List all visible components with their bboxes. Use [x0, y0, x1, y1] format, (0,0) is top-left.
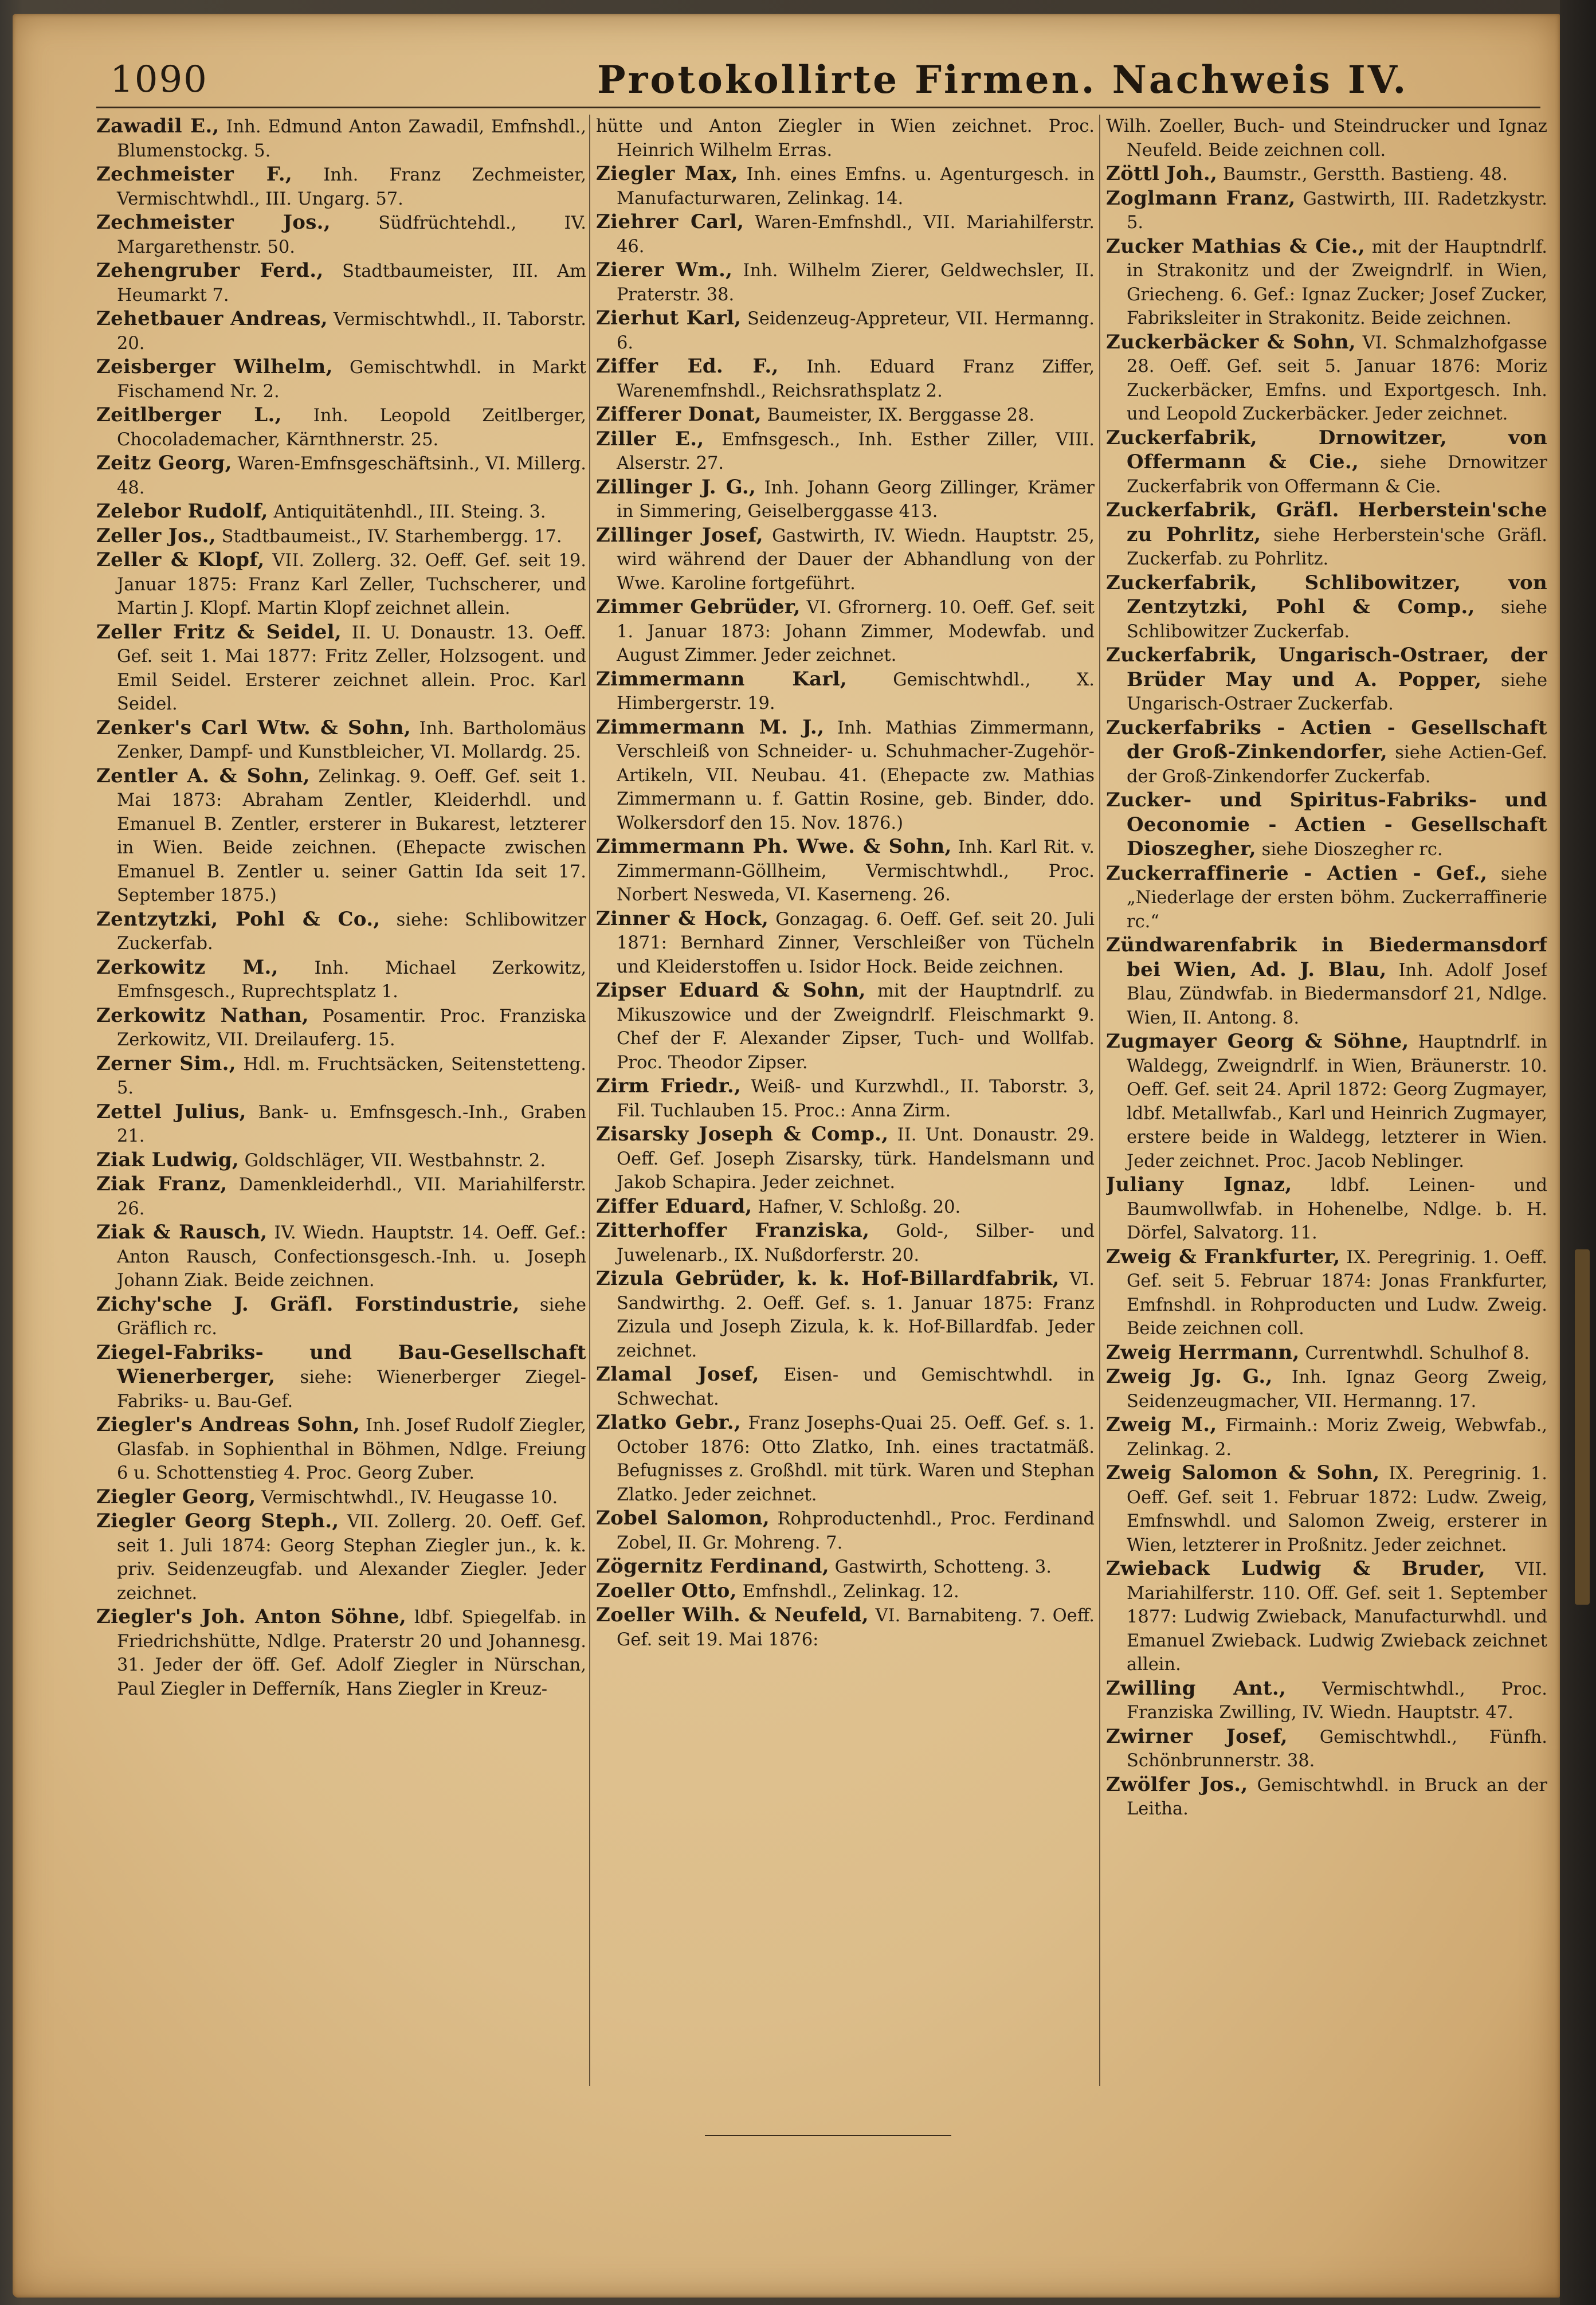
directory-entry	[1106, 1677, 1547, 1725]
entry-details: Stadtbaumeist., IV. Starhembergg. 17.	[221, 526, 562, 547]
entry-firm-name: Zucker Mathias & Cie.,	[1106, 234, 1365, 258]
entry-details: Gastwirth, Schotteng. 3.	[834, 1557, 1052, 1577]
entry-firm-name: Zlatko Gebr.,	[596, 1411, 742, 1434]
directory-entry	[96, 1100, 586, 1148]
entry-firm-name: Zobel Salomon,	[596, 1507, 770, 1530]
entry-details: Stadtbaumeister, III. Am Heumarkt 7.	[117, 261, 586, 305]
directory-entry	[96, 355, 586, 403]
entry-firm-name: Zipser Eduard & Sohn,	[596, 979, 866, 1002]
entry-firm-name: Zweig Jg. G.,	[1106, 1365, 1273, 1388]
directory-entry	[96, 908, 586, 956]
entry-details: Damenkleiderhdl., VII. Mariahilferstr. 26.	[117, 1175, 586, 1219]
entry-firm-name: Ziehrer Carl,	[596, 210, 744, 233]
entry-firm-name: Zimmermann M. J.,	[596, 715, 825, 739]
entry-firm-name: Zeller Fritz & Seidel,	[96, 620, 342, 644]
entry-firm-name: Zierer Wm.,	[596, 258, 733, 281]
directory-entry	[96, 1605, 586, 1701]
entry-firm-name: Zugmayer Georg & Söhne,	[1106, 1030, 1409, 1053]
entry-firm-name: Zierhut Karl,	[596, 307, 742, 330]
directory-entry	[596, 1267, 1095, 1363]
directory-entry	[96, 1148, 586, 1173]
entry-firm-name: Zisarsky Joseph & Comp.,	[596, 1123, 889, 1146]
entry-details: Seidenzeug-Appreteur, VII. Hermanng. 6.	[617, 309, 1095, 353]
directory-entry	[1106, 789, 1547, 862]
directory-entry	[596, 162, 1095, 210]
entry-firm-name: Zehetbauer Andreas,	[96, 307, 328, 330]
directory-entry	[596, 668, 1095, 716]
header-rule	[96, 107, 1540, 108]
entry-firm-name: Ziegler's Andreas Sohn,	[96, 1413, 360, 1436]
entry-details: Vermischtwhdl., II. Taborstr. 20.	[117, 309, 586, 354]
directory-entry	[96, 1293, 586, 1341]
column-2	[596, 115, 1095, 2080]
binding-tab	[1575, 1249, 1590, 1605]
directory-entry	[96, 548, 586, 621]
entry-firm-name: Zeller & Klopf,	[96, 548, 265, 571]
entry-details: Inh. Josef Rudolf Ziegler, Glasfab. in Sophienthal in Böhmen, Ndlge. Freiung 6 u. Schottenstieg 4. Proc. Georg Zuber.	[117, 1416, 586, 1483]
directory-entry	[596, 1195, 1095, 1220]
entry-details: IX. Peregrinig. 1. Oeff. Gef. seit 1. Februar 1872: Ludw. Zweig, Emfnswhdl. und Salomon Zweig, ersterer in Wien, letzterer in Proßnitz. Jeder zeichnet.	[1127, 1464, 1547, 1555]
entry-firm-name: Zelebor Rudolf,	[96, 500, 268, 523]
entry-details: Inh. Ignaz Georg Zweig, Seidenzeugmacher, VII. Hermanng. 17.	[1127, 1367, 1547, 1412]
directory-entry	[1106, 1030, 1547, 1173]
entry-firm-name: Zwirner Josef,	[1106, 1724, 1288, 1748]
directory-entry	[1106, 1365, 1547, 1413]
entry-firm-name: Ziegler's Joh. Anton Söhne,	[96, 1605, 406, 1628]
entry-details: Goldschläger, VII. Westbahnstr. 2.	[244, 1150, 546, 1171]
entry-firm-name: Zeitlberger L.,	[96, 403, 282, 426]
entry-details: siehe Drnowitzer Zuckerfabrik von Offermann & Cie.	[1127, 453, 1547, 497]
entry-details: siehe Actien-Gef. der Groß-Zinkendorfer Zuckerfab.	[1127, 743, 1547, 787]
entry-details: Inh. Johann Georg Zillinger, Krämer in Simmering, Geiselberggasse 413.	[617, 477, 1095, 522]
directory-entry	[596, 115, 1095, 162]
directory-entry	[596, 1411, 1095, 1507]
entry-details: Gemischtwhdl., X. Himbergerstr. 19.	[617, 669, 1095, 714]
directory-entry	[96, 452, 586, 500]
entry-details: Gold-, Silber- und Juwelenarb., IX. Nußdorferstr. 20.	[617, 1221, 1095, 1265]
directory-entry	[1106, 1725, 1547, 1773]
directory-entry	[596, 1123, 1095, 1195]
directory-entry	[596, 835, 1095, 907]
entry-details: Posamentir. Proc. Franziska Zerkowitz, VII. Dreilauferg. 15.	[117, 1006, 586, 1050]
entry-details: Inh. Mathias Zimmermann, Verschleiß von Schneider- u. Schuhmacher-Zugehör-Artikeln, VII. Neubau. 41. (Ehepacte zw. Mathias Zimmermann u. f. Gattin Rosine, geb. Binder, ddo. Wolkersdorf den 15. Nov. 1876.)	[617, 718, 1095, 833]
entry-firm-name: Zuckerbäcker & Sohn,	[1106, 330, 1356, 354]
directory-entry	[1106, 331, 1547, 426]
directory-entry	[96, 765, 586, 908]
entry-firm-name: Zweig & Frankfurter,	[1106, 1245, 1340, 1268]
entry-details: Gastwirth, III. Radetzkystr. 5.	[1127, 189, 1547, 233]
entry-firm-name: Zenker's Carl Wtw. & Sohn,	[96, 716, 411, 739]
entry-firm-name: Ziegler Max,	[596, 162, 738, 185]
entry-firm-name: Zuckerraffinerie - Actien - Gef.,	[1106, 861, 1488, 885]
entry-firm-name: Zuckerfabriks - Actien - Gesellschaft der Groß-Zinkendorfer,	[1106, 716, 1547, 763]
directory-entry	[596, 979, 1095, 1075]
directory-entry	[596, 210, 1095, 258]
directory-entry	[596, 258, 1095, 307]
directory-entry	[96, 621, 586, 716]
entry-details: Inh. Bartholomäus Zenker, Dampf- und Kunstbleicher, VI. Mollardg. 25.	[117, 718, 586, 762]
directory-entry	[1106, 162, 1547, 187]
entry-firm-name: Zweig Salomon & Sohn,	[1106, 1461, 1380, 1484]
entry-firm-name: Zifferer Donat,	[596, 403, 762, 426]
entry-details: siehe Ungarisch-Ostraer Zuckerfab.	[1127, 670, 1547, 714]
entry-firm-name: Zuckerfabrik, Ungarisch-Ostraer, der Brüder May und A. Popper,	[1106, 644, 1547, 691]
entry-firm-name: Zentzytzki, Pohl & Co.,	[96, 907, 381, 931]
directory-entry	[596, 355, 1095, 403]
entry-firm-name: Zlamal Josef,	[596, 1363, 759, 1386]
entry-details: Bank- u. Emfnsgesch.-Inh., Graben 21.	[117, 1102, 586, 1146]
directory-entry	[1106, 1773, 1547, 1821]
entry-firm-name: Juliany Ignaz,	[1106, 1173, 1292, 1196]
entry-firm-name: Ziak Franz,	[96, 1173, 228, 1195]
entry-firm-name: Zitterhoffer Franziska,	[596, 1219, 870, 1242]
entry-details: siehe: Wienerberger Ziegel-Fabriks- u. Bau-Gef.	[117, 1367, 586, 1412]
directory-entry	[596, 1555, 1095, 1579]
directory-entry	[96, 1052, 586, 1100]
directory-entry	[96, 716, 586, 765]
column-divider	[1099, 115, 1100, 2086]
entry-details: siehe Dioszegher rc.	[1261, 840, 1443, 860]
entry-firm-name: Zuckerfabrik, Schlibowitzer, von Zentzytzki, Pohl & Comp.,	[1106, 571, 1547, 618]
entry-details: Inh. Wilhelm Zierer, Geldwechsler, II. Praterstr. 38.	[617, 261, 1095, 305]
entry-firm-name: Zeisberger Wilhelm,	[96, 355, 333, 378]
directory-entry	[596, 1075, 1095, 1123]
entry-details: Waren-Emfnsgeschäftsinh., VI. Millerg. 48.	[117, 454, 586, 498]
entry-details: Gemischtwhdl. in Markt Fischamend Nr. 2.	[117, 358, 586, 402]
entry-firm-name: Zirm Friedr.,	[596, 1075, 742, 1097]
entry-details: Wilh. Zoeller, Buch- und Steindrucker und Ignaz Neufeld. Beide zeichnen coll.	[1106, 116, 1547, 160]
entry-details: IX. Peregrinig. 1. Oeff. Gef. seit 5. Februar 1874: Jonas Frankfurter, Emfnshdl. in Rohproducten und Ludw. Zweig. Beide zeichnen coll.	[1127, 1247, 1547, 1339]
entry-details: Inh. Leopold Zeitlberger, Chocolademacher, Kärnthnerstr. 25.	[117, 406, 586, 450]
entry-firm-name: Zimmer Gebrüder,	[596, 595, 801, 618]
directory-entry	[1106, 862, 1547, 934]
directory-entry	[96, 307, 586, 355]
entry-details: Gemischtwhdl., Fünfh. Schönbrunnerstr. 38.	[1127, 1727, 1547, 1771]
entry-details: II. U. Donaustr. 13. Oeff. Gef. seit 1. Mai 1877: Fritz Zeller, Holzsogent. und Emil Seidel. Ersterer zeichnet allein. Proc. Karl Seidel.	[117, 622, 586, 714]
entry-details: Emfnsgesch., Inh. Esther Ziller, VIII. Alserstr. 27.	[617, 429, 1095, 473]
directory-entry	[1106, 934, 1547, 1030]
entry-details: Hauptndrlf. in Waldegg, Zweigndrlf. in Wien, Bräunerstr. 10. Oeff. Gef. seit 24. April 1872: Georg Zugmayer, ldbf. Metallwfab., Karl und Heinrich Zugmayer, erstere beide in Waldegg, letzterer in Wien. Jeder zeichnet. Proc. Jacob Neblinger.	[1127, 1032, 1547, 1171]
entry-firm-name: Zichy'sche J. Gräfl. Forstindustrie,	[96, 1292, 520, 1316]
directory-entry	[96, 1413, 586, 1485]
entry-firm-name: Zeitz Georg,	[96, 452, 232, 475]
entry-firm-name: Zwieback Ludwig & Bruder,	[1106, 1557, 1486, 1580]
entry-firm-name: Zerkowitz M.,	[96, 955, 279, 979]
entry-details: siehe Schlibowitzer Zuckerfab.	[1127, 598, 1547, 642]
directory-entry	[596, 907, 1095, 979]
directory-entry	[96, 211, 586, 259]
entry-firm-name: Zechmeister Jos.,	[96, 211, 331, 234]
entry-firm-name: Ziak Ludwig,	[96, 1148, 239, 1171]
entry-details: Gastwirth, IV. Wiedn. Hauptstr. 25, wird während der Dauer der Abhandlung von der Wwe. Karoline fortgeführt.	[617, 526, 1095, 594]
entry-details: Firmainh.: Moriz Zweig, Webwfab., Zelinkag. 2.	[1127, 1416, 1547, 1460]
directory-entry	[1106, 187, 1547, 235]
directory-entry	[96, 1004, 586, 1052]
entry-details: Rohproductenhdl., Proc. Ferdinand Zobel, II. Gr. Mohreng. 7.	[617, 1509, 1095, 1553]
entry-details: ldbf. Spiegelfab. in Friedrichshütte, Ndlge. Praterstr 20 und Johannesg. 31. Jeder der öff. Gef. Adolf Ziegler in Nürschan, Paul Ziegler in Defferník, Hans Ziegler in Kreuz-	[117, 1608, 586, 1699]
directory-entry	[1106, 426, 1547, 499]
entry-details: Inh. Edmund Anton Zawadil, Emfnshdl., Blumenstockg. 5.	[117, 117, 586, 161]
entry-firm-name: Zechmeister F.,	[96, 163, 293, 186]
entry-firm-name: Ziegel-Fabriks- und Bau-Gesellschaft Wienerberger,	[96, 1340, 586, 1388]
directory-entry	[1106, 499, 1547, 571]
directory-entry	[596, 1579, 1095, 1604]
directory-entry	[1106, 1413, 1547, 1461]
entry-details: Inh. Karl Rit. v. Zimmermann-Göllheim, Vermischtwhdl., Proc. Norbert Nesweda, VI. Kaserneng. 26.	[617, 837, 1095, 905]
entry-details: Inh. Michael Zerkowitz, Emfnsgesch., Ruprechtsplatz 1.	[117, 958, 586, 1002]
book-binding-edge	[1560, 0, 1596, 2305]
directory-entry	[96, 163, 586, 211]
directory-entry	[1106, 571, 1547, 644]
entry-firm-name: Zillinger J. G.,	[596, 475, 756, 499]
entry-details: IV. Wiedn. Hauptstr. 14. Oeff. Gef.: Anton Rausch, Confectionsgesch.-Inh. u. Joseph Johann Ziak. Beide zeichnen.	[117, 1223, 586, 1291]
entry-firm-name: Zimmermann Ph. Wwe. & Sohn,	[596, 835, 952, 858]
entry-firm-name: Zentler A. & Sohn,	[96, 764, 310, 787]
directory-entry	[96, 1341, 586, 1414]
directory-entry	[1106, 1341, 1547, 1366]
directory-entry	[96, 500, 586, 524]
directory-entry	[96, 115, 586, 163]
directory-entry	[1106, 115, 1547, 162]
entry-firm-name: Zuckerfabrik, Drnowitzer, von Offermann & Cie.,	[1106, 426, 1547, 473]
page-title: Protokollirte Firmen. Nachweis IV.	[597, 57, 1409, 102]
entry-details: siehe Gräflich rc.	[117, 1295, 586, 1339]
entry-firm-name: Zögernitz Ferdinand,	[596, 1555, 829, 1578]
entry-details: Baumeister, IX. Berggasse 28.	[767, 405, 1035, 425]
entry-firm-name: Zettel Julius,	[96, 1100, 246, 1123]
entry-firm-name: Zöttl Joh.,	[1106, 162, 1218, 185]
directory-entry	[96, 1485, 586, 1510]
entry-details: Waren-Emfnshdl., VII. Mariahilferstr. 46.	[617, 213, 1095, 257]
entry-details: Weiß- und Kurzwhdl., II. Taborstr. 3, Fil. Tuchlauben 15. Proc.: Anna Zirm.	[617, 1077, 1095, 1121]
column-divider	[589, 115, 590, 2086]
directory-entry	[596, 307, 1095, 355]
entry-firm-name: Zimmermann Karl,	[596, 667, 848, 691]
entry-details: VI. Sandwirthg. 2. Oeff. Gef. s. 1. Januar 1875: Franz Zizula und Joseph Zizula, k. k. Hof-Billardfab. Jeder zeichnet.	[617, 1269, 1095, 1361]
directory-entry	[1106, 716, 1547, 789]
entry-details: Vermischtwhdl., IV. Heugasse 10.	[261, 1487, 558, 1508]
entry-details: ldbf. Leinen- und Baumwollwfab. in Hohenelbe, Ndlge. b. H. Dörfel, Salvatorg. 11.	[1127, 1175, 1547, 1243]
directory-entry	[1106, 1461, 1547, 1557]
entry-firm-name: Zillinger Josef,	[596, 523, 763, 547]
entry-firm-name: Zerner Sim.,	[96, 1052, 236, 1075]
entry-details: Hafner, V. Schloßg. 20.	[758, 1197, 961, 1217]
entry-firm-name: Zeller Jos.,	[96, 524, 216, 547]
entry-firm-name: Zizula Gebrüder, k. k. Hof-Billardfabrik,	[596, 1267, 1060, 1290]
end-of-list-rule	[705, 2135, 951, 2136]
column-1	[96, 115, 586, 2080]
entry-details: Inh. Adolf Josef Blau, Zündwfab. in Biedermansdorf 21, Ndlge. Wien, II. Antong. 8.	[1127, 960, 1547, 1028]
entry-details: Südfrüchtehdl., IV. Margarethenstr. 50.	[117, 213, 586, 257]
entry-details: Gemischtwhdl. in Bruck an der Leitha.	[1127, 1775, 1547, 1819]
directory-entry	[96, 1173, 586, 1221]
entry-firm-name: Ziller E.,	[596, 427, 704, 450]
directory-entry	[596, 403, 1095, 428]
entry-details: Franz Josephs-Quai 25. Oeff. Gef. s. 1. October 1876: Otto Zlatko, Inh. eines tractatmäß. Befugnisses z. Großhdl. mit türk. Waren und Stephan Zlatko. Jeder zeichnet.	[617, 1413, 1095, 1505]
directory-entry	[596, 1219, 1095, 1267]
entry-details: Eisen- und Gemischtwhdl. in Schwechat.	[617, 1365, 1095, 1409]
entry-firm-name: Zwölfer Jos.,	[1106, 1773, 1248, 1796]
directory-entry	[1106, 1245, 1547, 1341]
entry-details: siehe: Schlibowitzer Zuckerfab.	[117, 910, 586, 954]
directory-entry	[1106, 1173, 1547, 1245]
entry-details: siehe Herberstein'sche Gräfl. Zuckerfab. zu Pohrlitz.	[1127, 525, 1547, 569]
entry-details: VI. Gfrornerg. 10. Oeff. Gef. seit 1. Januar 1873: Johann Zimmer, Modewfab. und August Zimmer. Jeder zeichnet.	[617, 598, 1095, 665]
column-3	[1106, 115, 1547, 2080]
entry-details: Gonzagag. 6. Oeff. Gef. seit 20. Juli 1871: Bernhard Zinner, Verschleißer von Tücheln und Kleiderstoffen u. Isidor Hock. Beide zeichnen.	[617, 909, 1095, 977]
directory-entry	[596, 1507, 1095, 1555]
entry-firm-name: Zinner & Hock,	[596, 907, 769, 930]
entry-details: Inh. eines Emfns. u. Agenturgesch. in Manufacturwaren, Zelinkag. 14.	[617, 164, 1095, 209]
page-number: 1090	[110, 58, 208, 101]
directory-entry	[96, 259, 586, 307]
entry-details: Antiquitätenhdl., III. Steing. 3.	[273, 502, 546, 522]
entry-firm-name: Ziegler Georg,	[96, 1485, 256, 1508]
directory-entry	[1106, 1557, 1547, 1677]
entry-details: Zelinkag. 9. Oeff. Gef. seit 1. Mai 1873: Abraham Zentler, Kleiderhdl. und Emanuel B. Zentler, ersterer in Bukarest, letzterer in Wien. Beide zeichnen. (Ehepacte zwischen Emanuel B. Zentler u. seiner Gattin Ida seit 17. September 1875.)	[117, 766, 586, 905]
entry-firm-name: Zoeller Wilh. & Neufeld,	[596, 1604, 869, 1626]
entry-firm-name: Zweig M.,	[1106, 1413, 1217, 1436]
directory-entry	[596, 1604, 1095, 1652]
entry-firm-name: Ziak & Rausch,	[96, 1221, 268, 1244]
entry-firm-name: Zucker- und Spiritus-Fabriks- und Oeconomie - Actien - Gesellschaft Dioszegher,	[1106, 789, 1547, 860]
entry-firm-name: Zweig Herrmann,	[1106, 1340, 1300, 1364]
entry-details: Vermischtwhdl., Proc. Franziska Zwilling, IV. Wiedn. Hauptstr. 47.	[1127, 1679, 1547, 1723]
entry-details: II. Unt. Donaustr. 29. Oeff. Gef. Joseph Zisarsky, türk. Handelsmann und Jakob Schapira. Jeder zeichnet.	[617, 1125, 1095, 1193]
entry-details: mit der Hauptndrlf. in Strakonitz und der Zweigndrlf. in Wien, Griecheng. 6. Gef.: Ignaz Zucker; Josef Zucker, Fabriksleiter in Strakonitz. Beide zeichnen.	[1127, 237, 1547, 328]
directory-entry	[96, 524, 586, 549]
entry-details: Hdl. m. Fruchtsäcken, Seitenstetteng. 5.	[117, 1054, 586, 1098]
entry-details: mit der Hauptndrlf. zu Mikuszowice und der Zweigndrlf. Fleischmarkt 9. Chef der F. Alexander Zipser, Tuch- und Wollfab. Proc. Theodor Zipser.	[617, 981, 1095, 1073]
entry-details: hütte und Anton Ziegler in Wien zeichnet. Proc. Heinrich Wilhelm Erras.	[596, 116, 1095, 160]
entry-details: VI. Schmalzhofgasse 28. Oeff. Gef. seit 5. Januar 1876: Moriz Zuckerbäcker, Emfns. und Exportgesch. Inh. und Leopold Zuckerbäcker. Jeder zeichnet.	[1127, 332, 1547, 424]
entry-firm-name: Zehengruber Ferd.,	[96, 259, 324, 282]
entry-firm-name: Zerkowitz Nathan,	[96, 1003, 309, 1027]
directory-entry	[596, 1363, 1095, 1411]
directory-entry	[596, 595, 1095, 668]
entry-details: Inh. Franz Zechmeister, Vermischtwhdl., III. Ungarg. 57.	[117, 165, 586, 209]
directory-entry	[596, 428, 1095, 476]
entry-details: Inh. Eduard Franz Ziffer, Warenemfnshdl., Reichsrathsplatz 2.	[617, 357, 1095, 401]
directory-entry	[96, 1510, 586, 1605]
directory-entry	[596, 524, 1095, 596]
entry-details: VII. Mariahilferstr. 110. Off. Gef. seit 1. September 1877: Ludwig Zwieback, Manufacturwhdl. und Emanuel Zwieback. Ludwig Zwieback zeichnet allein.	[1127, 1559, 1547, 1675]
entry-firm-name: Zoeller Otto,	[596, 1579, 737, 1602]
entry-details: Baumstr., Gerstth. Bastieng. 48.	[1222, 164, 1508, 185]
entry-firm-name: Ziffer Eduard,	[596, 1194, 752, 1218]
entry-firm-name: Zwilling Ant.,	[1106, 1676, 1287, 1700]
entry-details: Emfnshdl., Zelinkag. 12.	[742, 1581, 959, 1602]
entry-details: siehe „Niederlage der ersten böhm. Zuckerraffinerie rc.“	[1127, 864, 1547, 932]
entry-firm-name: Ziffer Ed. F.,	[596, 355, 779, 378]
entry-firm-name: Zawadil E.,	[96, 115, 219, 138]
entry-firm-name: Zündwarenfabrik in Biedermansdorf bei Wien, Ad. J. Blau,	[1106, 934, 1547, 981]
directory-entry	[596, 716, 1095, 836]
entry-details: VI. Barnabiteng. 7. Oeff. Gef. seit 19. Mai 1876:	[617, 1606, 1095, 1650]
entry-details: VII. Zollerg. 20. Oeff. Gef. seit 1. Juli 1874: Georg Stephan Ziegler jun., k. k. priv. Seidenzeugfab. und Alexander Ziegler. Jeder zeichnet.	[117, 1512, 586, 1604]
entry-firm-name: Ziegler Georg Steph.,	[96, 1510, 339, 1532]
entry-firm-name: Zuckerfabrik, Gräfl. Herberstein'sche zu Pohrlitz,	[1106, 499, 1547, 546]
directory-entry	[1106, 644, 1547, 716]
directory-entry	[96, 403, 586, 452]
entry-details: Currentwhdl. Schulhof 8.	[1305, 1343, 1530, 1363]
directory-entry	[596, 476, 1095, 524]
entry-details: VII. Zollerg. 32. Oeff. Gef. seit 19. Januar 1875: Franz Karl Zeller, Tuchscherer, und Martin J. Klopf. Martin Klopf zeichnet allein.	[117, 551, 586, 618]
directory-entry	[1106, 235, 1547, 331]
directory-entry	[96, 956, 586, 1004]
directory-entry	[96, 1221, 586, 1293]
entry-firm-name: Zoglmann Franz,	[1106, 186, 1296, 210]
